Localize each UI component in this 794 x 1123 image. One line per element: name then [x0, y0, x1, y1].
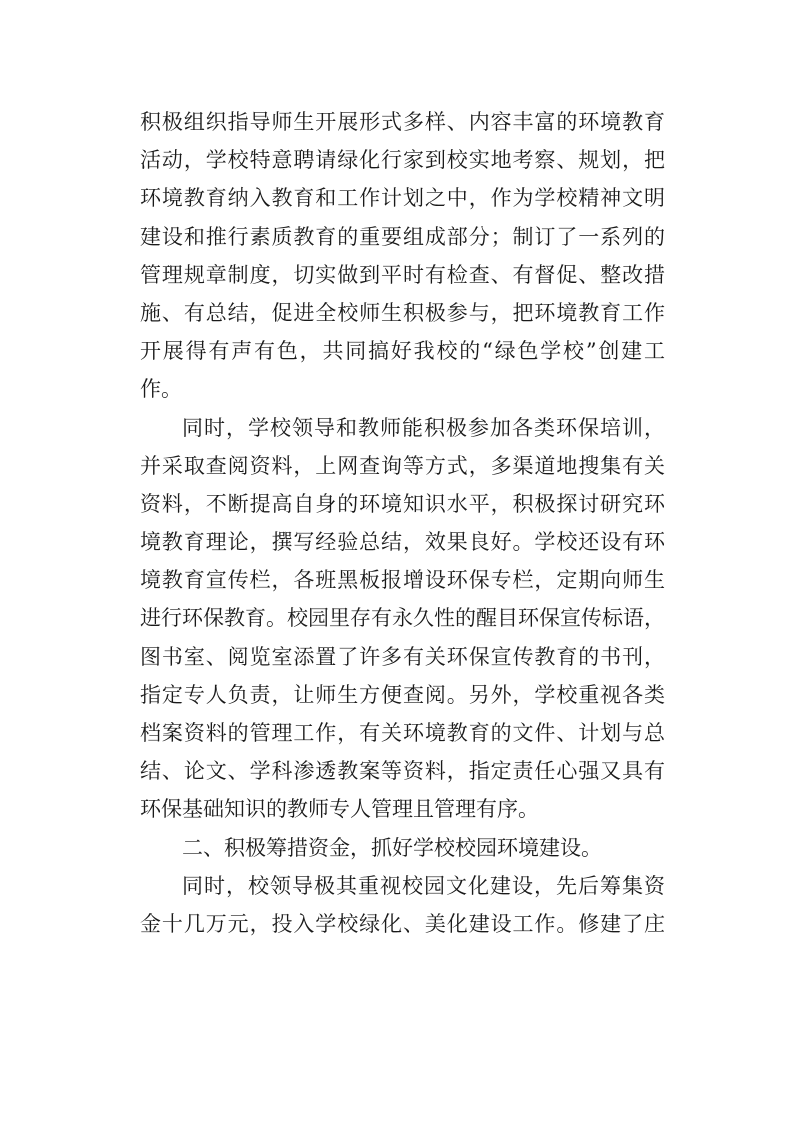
text-line: 开展得有声有色，共同搞好我校的“绿色学校”创建工 — [140, 339, 665, 364]
text-line: 作。 — [140, 377, 182, 402]
text-line: 境教育宣传栏，各班黑板报增设环保专栏，定期向师生 — [140, 568, 665, 593]
text-line: 资料，不断提高自身的环境知识水平，积极探讨研究环 — [140, 491, 665, 516]
text-line: 施、有总结，促进全校师生积极参与，把环境教育工作 — [140, 300, 665, 325]
text-line: 图书室、阅览室添置了许多有关环保宣传教育的书刊， — [140, 644, 665, 669]
text-line: 环保基础知识的教师专人管理且管理有序。 — [140, 797, 539, 822]
text-line: 进行环保教育。校园里存有永久性的醒目环保宣传标语， — [140, 606, 665, 631]
paragraph-first-line: 同时，校领导极其重视校园文化建设，先后筹集资 — [182, 873, 665, 898]
text-line: 结、论文、学科渗透教案等资料，指定责任心强又具有 — [140, 759, 665, 784]
text-line: 金十几万元，投入学校绿化、美化建设工作。修建了庄 — [140, 911, 665, 936]
text-line: 积极组织指导师生开展形式多样、内容丰富的环境教育 — [140, 110, 665, 134]
text-line: 管理规章制度，切实做到平时有检查、有督促、整改措 — [140, 262, 665, 287]
text-line: 并采取查阅资料，上网查询等方式，多渠道地搜集有关 — [140, 453, 665, 478]
text-line: 境教育理论，撰写经验总结，效果良好。学校还设有环 — [140, 530, 665, 555]
text-line: 档案资料的管理工作，有关环境教育的文件、计划与总 — [140, 721, 665, 745]
text-line: 活动，学校特意聘请绿化行家到校实地考察、规划，把 — [140, 148, 665, 173]
document-body — [140, 103, 665, 943]
text-line: 建设和推行素质教育的重要组成部分；制订了一系列的 — [140, 224, 665, 249]
section-heading: 二、积极筹措资金，抓好学校校园环境建设。 — [182, 835, 602, 860]
paragraph-first-line: 同时，学校领导和教师能积极参加各类环保培训， — [182, 415, 665, 440]
text-line: 环境教育纳入教育和工作计划之中，作为学校精神文明 — [140, 186, 665, 211]
text-line: 指定专人负责，让师生方便查阅。另外，学校重视各类 — [140, 682, 665, 707]
